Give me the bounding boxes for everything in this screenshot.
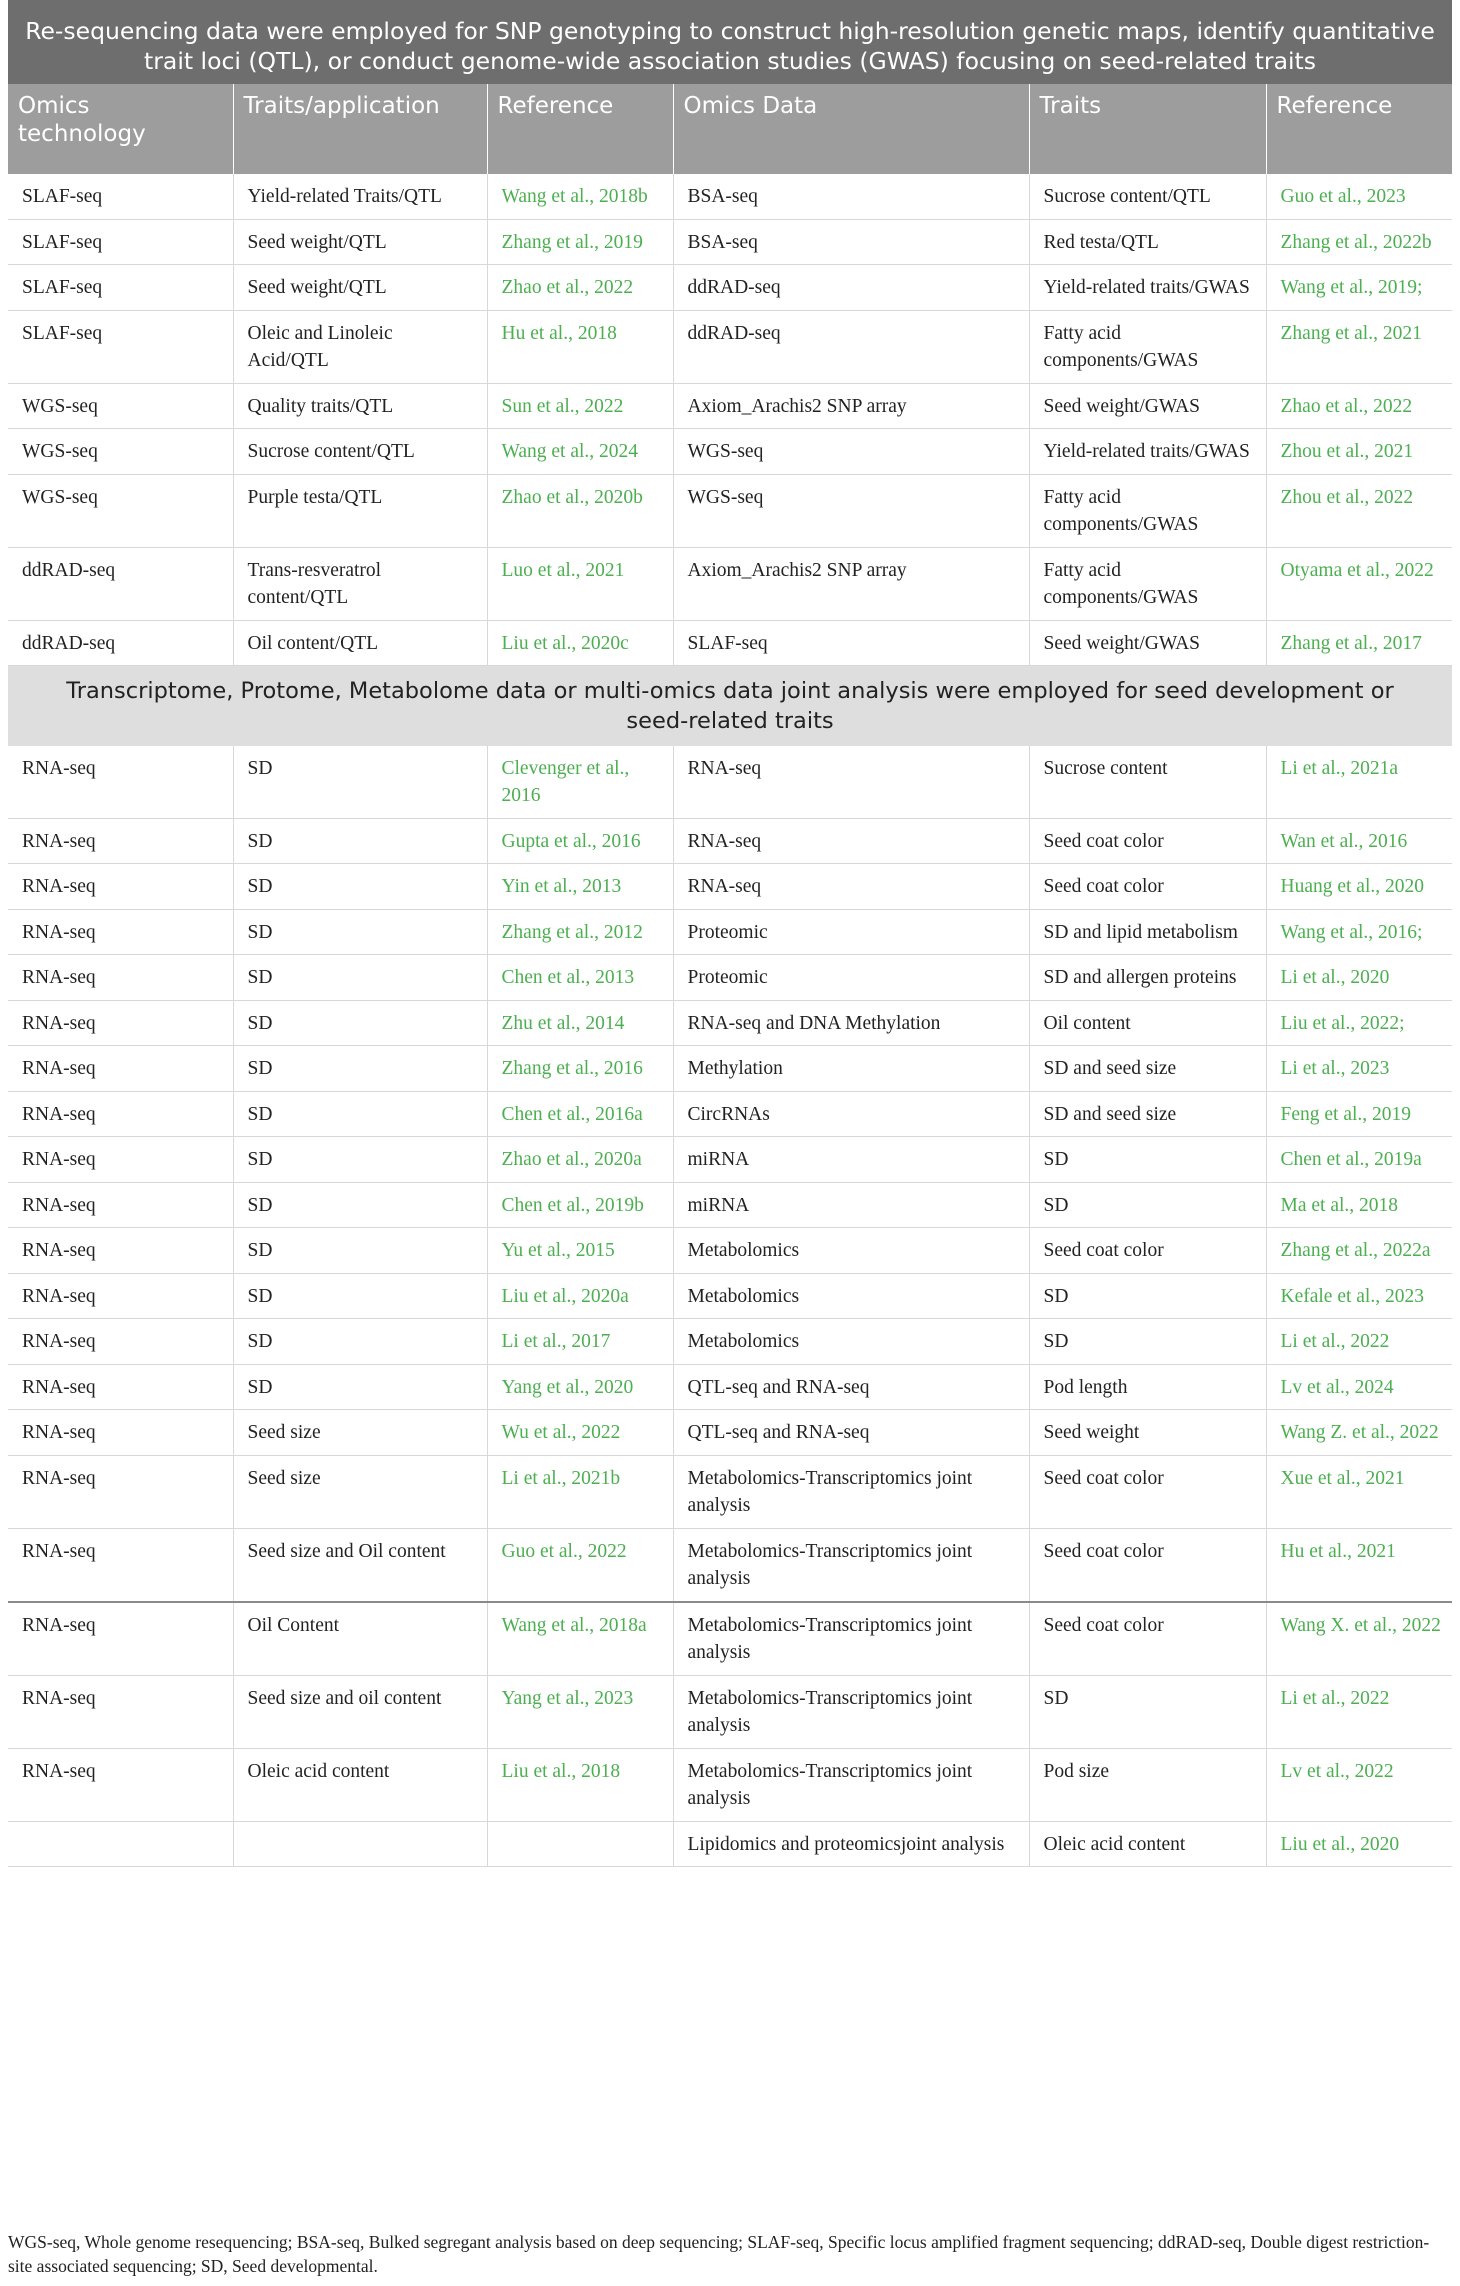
reference-cell[interactable] [487,1821,673,1867]
omics-technology-cell: RNA-seq [8,1273,233,1319]
trait-cell: Yield-related traits/GWAS [1029,265,1266,311]
reference-cell[interactable]: Zhang et al., 2016 [487,1046,673,1092]
omics-table [8,0,1452,1867]
trait-application-cell: SD [233,909,487,955]
reference-cell[interactable]: Wang et al., 2018b [487,174,673,219]
table-row [8,1228,1452,1274]
trait-application-cell: SD [233,1137,487,1183]
table-row [8,547,1452,620]
reference-cell[interactable]: Zhang et al., 2022b [1266,219,1452,265]
table-row [8,818,1452,864]
reference-cell[interactable]: Wang Z. et al., 2022 [1266,1410,1452,1456]
trait-cell: SD [1029,1319,1266,1365]
trait-application-cell: Seed weight/QTL [233,265,487,311]
trait-cell: Seed weight/GWAS [1029,620,1266,666]
trait-cell: Pod length [1029,1364,1266,1410]
trait-cell: SD and seed size [1029,1091,1266,1137]
omics-technology-cell: RNA-seq [8,955,233,1001]
trait-cell: SD and seed size [1029,1046,1266,1092]
omics-technology-cell: ddRAD-seq [8,547,233,620]
trait-application-cell: SD [233,1319,487,1365]
omics-technology-cell: RNA-seq [8,818,233,864]
omics-technology-cell: RNA-seq [8,909,233,955]
trait-application-cell: SD [233,1273,487,1319]
trait-cell: SD [1029,1137,1266,1183]
reference-cell[interactable]: Chen et al., 2013 [487,955,673,1001]
trait-cell: Red testa/QTL [1029,219,1266,265]
reference-cell[interactable]: Zhao et al., 2020a [487,1137,673,1183]
table-row [8,383,1452,429]
trait-cell: Fatty acid components/GWAS [1029,474,1266,547]
table-row [8,474,1452,547]
omics-data-cell: QTL-seq and RNA-seq [673,1364,1029,1410]
reference-cell[interactable]: Li et al., 2022 [1266,1675,1452,1748]
omics-technology-cell: RNA-seq [8,1602,233,1676]
omics-data-cell: Metabolomics-Transcriptomics joint analysis [673,1602,1029,1676]
omics-data-cell: Methylation [673,1046,1029,1092]
trait-cell: Seed coat color [1029,1528,1266,1602]
trait-cell: Sucrose content/QTL [1029,174,1266,219]
omics-technology-cell: RNA-seq [8,1364,233,1410]
table-row [8,310,1452,383]
omics-data-cell: ddRAD-seq [673,265,1029,311]
trait-cell: Oil content [1029,1000,1266,1046]
reference-cell[interactable]: Zhang et al., 2021 [1266,310,1452,383]
omics-technology-cell: RNA-seq [8,1410,233,1456]
reference-cell[interactable]: Hu et al., 2021 [1266,1528,1452,1602]
omics-data-cell: miRNA [673,1137,1029,1183]
trait-cell: Sucrose content [1029,746,1266,819]
trait-application-cell: Yield-related Traits/QTL [233,174,487,219]
table-row [8,1000,1452,1046]
trait-cell: Seed coat color [1029,1228,1266,1274]
omics-data-cell: RNA-seq [673,818,1029,864]
omics-technology-cell: RNA-seq [8,1319,233,1365]
trait-application-cell: SD [233,746,487,819]
omics-data-cell: QTL-seq and RNA-seq [673,1410,1029,1456]
trait-cell: Seed coat color [1029,864,1266,910]
omics-technology-cell: RNA-seq [8,1455,233,1528]
trait-cell: Seed weight [1029,1410,1266,1456]
trait-application-cell: SD [233,1000,487,1046]
reference-cell[interactable]: Zhang et al., 2012 [487,909,673,955]
trait-cell: Yield-related traits/GWAS [1029,429,1266,475]
omics-data-cell: WGS-seq [673,429,1029,475]
trait-application-cell: Seed size and oil content [233,1675,487,1748]
table-row [8,1410,1452,1456]
header-omics-technology: Omics technology [8,84,233,174]
omics-data-cell: Metabolomics-Transcriptomics joint analysis [673,1675,1029,1748]
omics-technology-cell: RNA-seq [8,1675,233,1748]
table-title-row [8,0,1452,84]
reference-cell[interactable]: Zhu et al., 2014 [487,1000,673,1046]
omics-data-cell: Metabolomics [673,1228,1029,1274]
section2-body [8,746,1452,1867]
trait-application-cell: SD [233,1228,487,1274]
reference-cell[interactable]: Yu et al., 2015 [487,1228,673,1274]
reference-cell[interactable]: Wang et al., 2024 [487,429,673,475]
omics-technology-cell: RNA-seq [8,746,233,819]
reference-cell[interactable]: Guo et al., 2022 [487,1528,673,1602]
omics-data-cell: BSA-seq [673,219,1029,265]
trait-cell: Oleic acid content [1029,1821,1266,1867]
reference-cell[interactable]: Liu et al., 2022; [1266,1000,1452,1046]
reference-cell[interactable]: Li et al., 2020 [1266,955,1452,1001]
reference-cell[interactable]: Li et al., 2017 [487,1319,673,1365]
trait-cell: Seed coat color [1029,1602,1266,1676]
reference-cell[interactable]: Feng et al., 2019 [1266,1091,1452,1137]
omics-data-cell: Axiom_Arachis2 SNP array [673,547,1029,620]
trait-application-cell: Seed size [233,1455,487,1528]
reference-cell[interactable]: Zhou et al., 2022 [1266,474,1452,547]
table-row [8,219,1452,265]
table-row [8,864,1452,910]
section2-heading-row [8,666,1452,746]
omics-data-cell: Metabolomics [673,1319,1029,1365]
reference-cell[interactable]: Gupta et al., 2016 [487,818,673,864]
trait-application-cell: SD [233,818,487,864]
omics-technology-cell: SLAF-seq [8,219,233,265]
trait-application-cell: Trans-resveratrol content/QTL [233,547,487,620]
reference-cell[interactable]: Wan et al., 2016 [1266,818,1452,864]
trait-application-cell: SD [233,1046,487,1092]
omics-technology-cell [8,1821,233,1867]
omics-data-cell: Metabolomics-Transcriptomics joint analysis [673,1528,1029,1602]
trait-cell: SD [1029,1273,1266,1319]
omics-technology-cell: ddRAD-seq [8,620,233,666]
omics-technology-cell: SLAF-seq [8,310,233,383]
reference-cell[interactable]: Yang et al., 2020 [487,1364,673,1410]
trait-application-cell: Oleic and Linoleic Acid/QTL [233,310,487,383]
reference-cell[interactable]: Wang et al., 2019; [1266,265,1452,311]
reference-cell[interactable]: Zhao et al., 2022 [1266,383,1452,429]
omics-data-cell: SLAF-seq [673,620,1029,666]
header-reference-right: Reference [1266,84,1452,174]
omics-data-cell: RNA-seq [673,746,1029,819]
trait-cell: SD and allergen proteins [1029,955,1266,1001]
reference-cell[interactable]: Liu et al., 2020a [487,1273,673,1319]
omics-technology-cell: RNA-seq [8,1137,233,1183]
reference-cell[interactable]: Huang et al., 2020 [1266,864,1452,910]
trait-cell: Fatty acid components/GWAS [1029,547,1266,620]
trait-application-cell: Oil content/QTL [233,620,487,666]
reference-cell[interactable]: Wang et al., 2016; [1266,909,1452,955]
reference-cell[interactable]: Chen et al., 2019b [487,1182,673,1228]
reference-cell[interactable]: Zhao et al., 2020b [487,474,673,547]
trait-application-cell: SD [233,1364,487,1410]
reference-cell[interactable]: Wang X. et al., 2022 [1266,1602,1452,1676]
trait-cell: Seed coat color [1029,818,1266,864]
table-row [8,1319,1452,1365]
reference-cell[interactable]: Lv et al., 2024 [1266,1364,1452,1410]
reference-cell[interactable]: Li et al., 2023 [1266,1046,1452,1092]
table-row [8,1046,1452,1092]
omics-data-cell: RNA-seq and DNA Methylation [673,1000,1029,1046]
omics-data-cell: Axiom_Arachis2 SNP array [673,383,1029,429]
trait-application-cell: Seed weight/QTL [233,219,487,265]
reference-cell[interactable]: Luo et al., 2021 [487,547,673,620]
reference-cell[interactable]: Yang et al., 2023 [487,1675,673,1748]
section2-title: Transcriptome, Protome, Metabolome data or multi-omics data joint analysis were employed for seed development or seed-related traits [8,666,1452,746]
reference-cell[interactable]: Liu et al., 2020c [487,620,673,666]
reference-cell[interactable]: Li et al., 2022 [1266,1319,1452,1365]
trait-application-cell: SD [233,1091,487,1137]
table-row [8,1602,1452,1676]
reference-cell[interactable]: Kefale et al., 2023 [1266,1273,1452,1319]
trait-application-cell: Sucrose content/QTL [233,429,487,475]
reference-cell[interactable]: Clevenger et al., 2016 [487,746,673,819]
omics-technology-cell: WGS-seq [8,474,233,547]
omics-data-cell: Metabolomics-Transcriptomics joint analysis [673,1748,1029,1821]
omics-technology-cell: WGS-seq [8,429,233,475]
header-reference-left: Reference [487,84,673,174]
table-row [8,746,1452,819]
trait-cell: Pod size [1029,1748,1266,1821]
table-row [8,1821,1452,1867]
omics-technology-cell: SLAF-seq [8,265,233,311]
omics-data-cell: miRNA [673,1182,1029,1228]
table-row [8,1137,1452,1183]
reference-cell[interactable]: Xue et al., 2021 [1266,1455,1452,1528]
omics-data-cell: Metabolomics-Transcriptomics joint analysis [673,1455,1029,1528]
omics-data-cell: Lipidomics and proteomicsjoint analysis [673,1821,1029,1867]
trait-application-cell: Quality traits/QTL [233,383,487,429]
reference-cell[interactable]: Chen et al., 2019a [1266,1137,1452,1183]
omics-technology-cell: RNA-seq [8,1528,233,1602]
table-row [8,429,1452,475]
header-traits-application: Traits/application [233,84,487,174]
omics-data-cell: Metabolomics [673,1273,1029,1319]
table-row [8,1748,1452,1821]
trait-application-cell: Oil Content [233,1602,487,1676]
table-row [8,955,1452,1001]
table-row [8,265,1452,311]
reference-cell[interactable]: Otyama et al., 2022 [1266,547,1452,620]
omics-table-container [8,0,1452,1867]
trait-application-cell: SD [233,1182,487,1228]
section1-body [8,174,1452,666]
reference-cell[interactable]: Liu et al., 2018 [487,1748,673,1821]
reference-cell[interactable]: Zhang et al., 2019 [487,219,673,265]
header-traits: Traits [1029,84,1266,174]
omics-technology-cell: RNA-seq [8,864,233,910]
omics-technology-cell: RNA-seq [8,1000,233,1046]
trait-application-cell [233,1821,487,1867]
trait-application-cell: Purple testa/QTL [233,474,487,547]
omics-data-cell: CircRNAs [673,1091,1029,1137]
omics-technology-cell: WGS-seq [8,383,233,429]
table-row [8,1455,1452,1528]
trait-application-cell: SD [233,864,487,910]
header-omics-data: Omics Data [673,84,1029,174]
table-row [8,1273,1452,1319]
trait-application-cell: Seed size [233,1410,487,1456]
section2-heading-body [8,666,1452,746]
reference-cell[interactable]: Guo et al., 2023 [1266,174,1452,219]
trait-cell: Fatty acid components/GWAS [1029,310,1266,383]
omics-data-cell: BSA-seq [673,174,1029,219]
reference-cell[interactable]: Li et al., 2021a [1266,746,1452,819]
table-row [8,1528,1452,1602]
reference-cell[interactable]: Chen et al., 2016a [487,1091,673,1137]
omics-technology-cell: RNA-seq [8,1046,233,1092]
trait-application-cell: Oleic acid content [233,1748,487,1821]
table-row [8,620,1452,666]
omics-data-cell: Proteomic [673,909,1029,955]
reference-cell[interactable]: Zhao et al., 2022 [487,265,673,311]
table-row [8,909,1452,955]
reference-cell[interactable]: Liu et al., 2020 [1266,1821,1452,1867]
omics-technology-cell: RNA-seq [8,1748,233,1821]
omics-technology-cell: SLAF-seq [8,174,233,219]
reference-cell[interactable]: Li et al., 2021b [487,1455,673,1528]
table-header-row [8,84,1452,174]
reference-cell[interactable]: Ma et al., 2018 [1266,1182,1452,1228]
omics-technology-cell: RNA-seq [8,1091,233,1137]
trait-cell: SD [1029,1182,1266,1228]
trait-cell: Seed weight/GWAS [1029,383,1266,429]
reference-cell[interactable]: Sun et al., 2022 [487,383,673,429]
table-row [8,1675,1452,1748]
omics-data-cell: Proteomic [673,955,1029,1001]
trait-application-cell: SD [233,955,487,1001]
reference-cell[interactable]: Yin et al., 2013 [487,864,673,910]
reference-cell[interactable]: Lv et al., 2022 [1266,1748,1452,1821]
table-row [8,174,1452,219]
reference-cell[interactable]: Zhang et al., 2022a [1266,1228,1452,1274]
table-title: Re-sequencing data were employed for SNP genotyping to construct high-resolution genetic maps, identify quantitative trait loci (QTL), or conduct genome-wide association studies (GWAS) focusing on seed-related traits [8,0,1452,84]
trait-cell: Seed coat color [1029,1455,1266,1528]
table-row [8,1182,1452,1228]
reference-cell[interactable]: Hu et al., 2018 [487,310,673,383]
reference-cell[interactable]: Wang et al., 2018a [487,1602,673,1676]
trait-cell: SD [1029,1675,1266,1748]
omics-data-cell: RNA-seq [673,864,1029,910]
reference-cell[interactable]: Wu et al., 2022 [487,1410,673,1456]
table-row [8,1091,1452,1137]
trait-cell: SD and lipid metabolism [1029,909,1266,955]
table-footnote: WGS-seq, Whole genome resequencing; BSA-seq, Bulked segregant analysis based on deep sequencing; SLAF-seq, Specific locus amplified fragment sequencing; ddRAD-seq, Double digest restriction-site associated sequencing; SD, Seed developmental. [8,2232,1430,2276]
omics-technology-cell: RNA-seq [8,1228,233,1274]
omics-data-cell: WGS-seq [673,474,1029,547]
trait-application-cell: Seed size and Oil content [233,1528,487,1602]
reference-cell[interactable]: Zhang et al., 2017 [1266,620,1452,666]
omics-technology-cell: RNA-seq [8,1182,233,1228]
reference-cell[interactable]: Zhou et al., 2021 [1266,429,1452,475]
table-row [8,1364,1452,1410]
omics-data-cell: ddRAD-seq [673,310,1029,383]
